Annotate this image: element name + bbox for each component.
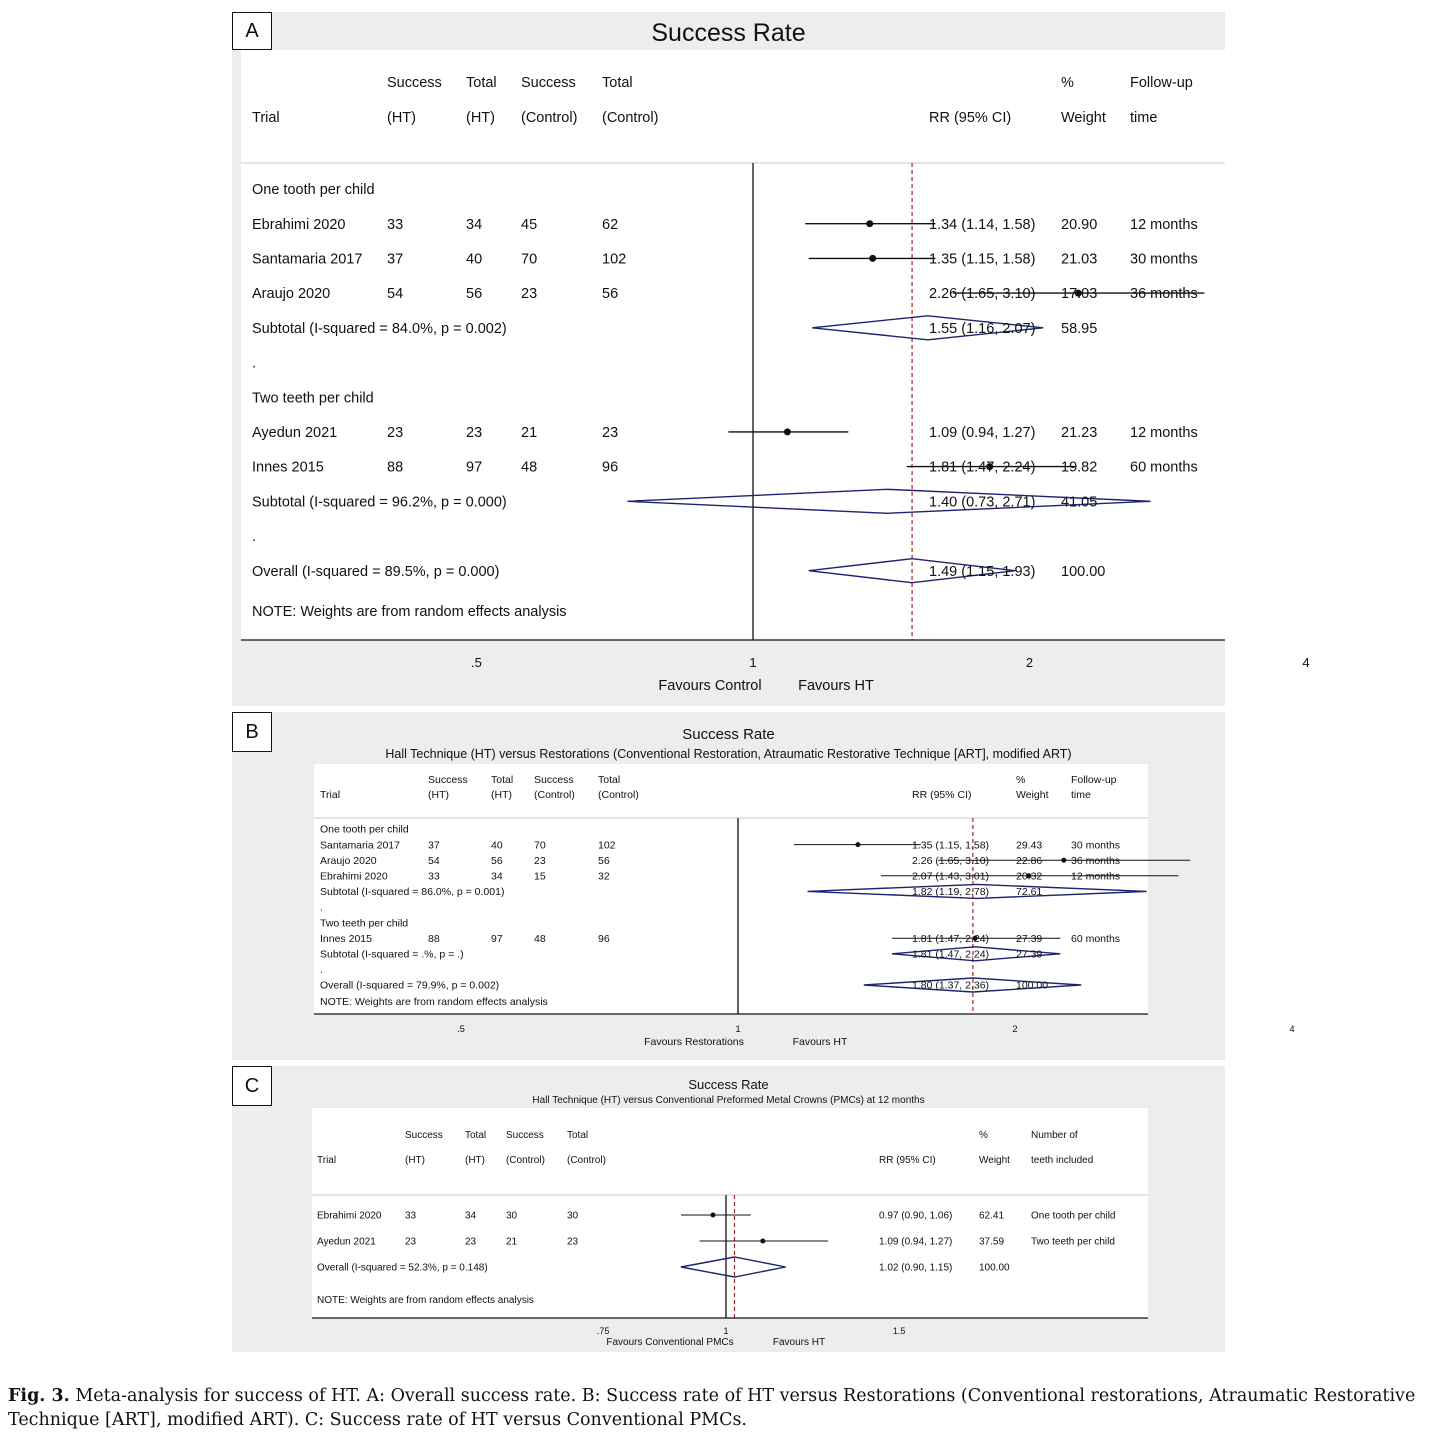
cell-weight: 22.86 <box>1016 854 1043 867</box>
cell-success-control: 21 <box>521 424 538 441</box>
header-success-ctrl-bottom: (Control) <box>521 110 578 126</box>
header-total-ctrl-top: Total <box>567 1130 589 1141</box>
header-extra-top: Follow-up <box>1130 75 1193 91</box>
header-rr-bottom: RR (95% CI) <box>879 1155 936 1166</box>
cell-success-control: 23 <box>534 854 546 867</box>
header-total-ht-top: Total <box>466 75 497 91</box>
cell-extra: 36 months <box>1071 854 1121 867</box>
favours-left-label: Favours Control <box>658 678 762 694</box>
cell-success-control: 21 <box>506 1236 518 1248</box>
favours-right-label: Favours HT <box>792 1036 848 1048</box>
header-success-ht-top: Success <box>387 75 442 91</box>
cell-rr-ci: 1.82 (1.19, 2.78) <box>912 886 990 899</box>
cell-success-ht: 54 <box>428 854 440 867</box>
study-label: Santamaria 2017 <box>252 251 363 268</box>
cell-success-ht: 33 <box>405 1210 417 1222</box>
cell-total-control: 30 <box>567 1210 579 1222</box>
cell-weight: 37.59 <box>979 1236 1005 1248</box>
x-tick-label: 2 <box>1025 655 1034 670</box>
cell-extra: One tooth per child <box>1031 1210 1116 1222</box>
cell-success-ht: 37 <box>387 251 404 268</box>
x-tick-label: 1.5 <box>892 1326 906 1336</box>
cell-weight: 100.00 <box>1016 979 1049 992</box>
subtotal-label: Subtotal (I-squared = 86.0%, p = 0.001) <box>320 886 505 899</box>
panel-c-label: C <box>232 1066 272 1106</box>
cell-rr-ci: 2.07 (1.43, 3.01) <box>912 870 990 883</box>
cell-total-ht: 97 <box>491 932 503 945</box>
group-label: One tooth per child <box>320 823 409 836</box>
x-tick-label: 1 <box>735 1024 741 1035</box>
point-estimate <box>760 1239 765 1244</box>
figure-caption-text: Meta-analysis for success of HT. A: Overall success rate. B: Success rate of HT versus Restorations (Conventional restorations, Atraumatic Restorative Technique [ART], modified ART). C: Success rate of HT versus Conventional PMCs. <box>8 1386 1416 1430</box>
x-tick-label: .5 <box>471 655 482 670</box>
panel-c-plot <box>232 1066 1225 1352</box>
header-total-ht-bottom: (HT) <box>491 789 512 801</box>
cell-total-ht: 34 <box>491 870 503 883</box>
header-weight-top: % <box>1061 75 1074 91</box>
study-label: Innes 2015 <box>320 932 372 945</box>
cell-weight: 41.05 <box>1061 494 1098 511</box>
cell-extra: 30 months <box>1130 251 1198 268</box>
point-estimate <box>710 1213 715 1218</box>
cell-total-control: 56 <box>602 286 619 303</box>
study-label: Innes 2015 <box>252 459 324 476</box>
cell-weight: 17.03 <box>1061 286 1098 303</box>
cell-extra: 12 months <box>1130 216 1198 233</box>
figure-caption <box>8 1384 1448 1432</box>
cell-rr-ci: 1.49 (1.15, 1.93) <box>929 563 1036 580</box>
panel-a <box>232 12 1310 706</box>
cell-success-control: 15 <box>534 870 546 883</box>
cell-extra: 36 months <box>1130 286 1198 303</box>
cell-success-ht: 37 <box>428 839 440 852</box>
cell-total-control: 96 <box>598 932 610 945</box>
panel-b <box>232 712 1295 1060</box>
overall-label: Overall (I-squared = 79.9%, p = 0.002) <box>320 979 500 992</box>
header-success-ht-bottom: (HT) <box>387 110 416 126</box>
weights-note: NOTE: Weights are from random effects analysis <box>317 1295 534 1306</box>
header-weight-top: % <box>979 1130 988 1141</box>
cell-success-ht: 33 <box>428 870 440 883</box>
cell-total-ht: 40 <box>466 251 483 268</box>
study-label: Ebrahimi 2020 <box>317 1210 382 1222</box>
cell-success-control: 48 <box>521 459 538 476</box>
overall-label: Overall (I-squared = 52.3%, p = 0.148) <box>317 1262 488 1274</box>
cell-rr-ci: 1.55 (1.16, 2.07) <box>929 320 1036 337</box>
weights-note: NOTE: Weights are from random effects analysis <box>320 996 548 1008</box>
point-estimate <box>869 255 876 262</box>
cell-total-ht: 40 <box>491 839 503 852</box>
cell-weight: 21.23 <box>1061 424 1098 441</box>
header-extra-bottom: time <box>1071 789 1091 801</box>
header-total-ctrl-top: Total <box>602 75 633 91</box>
cell-rr-ci: 1.81 (1.47, 2.24) <box>912 932 990 945</box>
subtotal-label: Subtotal (I-squared = 84.0%, p = 0.002) <box>252 320 507 337</box>
favours-right-label: Favours HT <box>772 1337 826 1348</box>
cell-weight: 29.43 <box>1016 839 1043 852</box>
header-rr-bottom: RR (95% CI) <box>912 789 972 801</box>
row-separator-dot: . <box>252 355 257 372</box>
panel-a-label: A <box>232 12 272 50</box>
cell-rr-ci: 1.34 (1.14, 1.58) <box>929 216 1036 233</box>
x-tick-label: 4 <box>1302 655 1310 670</box>
cell-rr-ci: 1.09 (0.94, 1.27) <box>879 1236 953 1248</box>
cell-rr-ci: 1.35 (1.15, 1.58) <box>929 251 1036 268</box>
cell-total-ht: 34 <box>466 216 483 233</box>
x-tick-label: 4 <box>1289 1024 1295 1035</box>
cell-rr-ci: 1.09 (0.94, 1.27) <box>929 424 1036 441</box>
cell-total-control: 23 <box>567 1236 579 1248</box>
header-extra-top: Follow-up <box>1071 774 1117 786</box>
header-trial-bottom: Trial <box>317 1155 337 1166</box>
cell-weight: 21.03 <box>1061 251 1098 268</box>
x-tick-label: 2 <box>1012 1024 1018 1035</box>
header-weight-bottom: Weight <box>1016 789 1049 801</box>
header-extra-bottom: time <box>1130 110 1158 126</box>
row-separator-dot: . <box>252 529 257 546</box>
cell-total-control: 102 <box>602 251 627 268</box>
group-label: Two teeth per child <box>320 917 409 930</box>
header-success-ht-top: Success <box>428 774 468 786</box>
cell-total-control: 96 <box>602 459 619 476</box>
header-trial-bottom: Trial <box>252 110 280 126</box>
cell-rr-ci: 1.81 (1.47, 2.24) <box>929 459 1036 476</box>
cell-success-ht: 23 <box>387 424 404 441</box>
cell-total-control: 62 <box>602 216 619 233</box>
study-label: Araujo 2020 <box>252 286 331 303</box>
favours-left-label: Favours Restorations <box>644 1036 744 1048</box>
cell-success-control: 23 <box>521 286 538 303</box>
cell-extra: 60 months <box>1130 459 1198 476</box>
overall-diamond <box>681 1257 786 1277</box>
cell-success-control: 70 <box>521 251 538 268</box>
header-success-ctrl-bottom: (Control) <box>534 789 575 801</box>
header-success-ctrl-top: Success <box>534 774 574 786</box>
cell-extra: Two teeth per child <box>1031 1236 1115 1248</box>
cell-total-ht: 56 <box>466 286 483 303</box>
header-total-ctrl-top: Total <box>598 774 621 786</box>
study-label: Araujo 2020 <box>320 854 377 867</box>
study-label: Santamaria 2017 <box>320 839 400 852</box>
cell-weight: 100.00 <box>1061 563 1106 580</box>
header-weight-top: % <box>1016 774 1026 786</box>
weights-note: NOTE: Weights are from random effects analysis <box>252 604 567 620</box>
header-extra-bottom: teeth included <box>1031 1155 1094 1166</box>
header-total-ctrl-bottom: (Control) <box>602 110 659 126</box>
cell-total-ht: 56 <box>491 854 503 867</box>
header-success-ctrl-bottom: (Control) <box>506 1155 545 1166</box>
cell-extra: 12 months <box>1071 870 1121 883</box>
cell-rr-ci: 1.35 (1.15, 1.58) <box>912 839 990 852</box>
cell-success-ht: 33 <box>387 216 404 233</box>
x-tick-label: 1 <box>723 1326 729 1336</box>
row-separator-dot: . <box>320 964 323 977</box>
panel-a-plot <box>232 12 1310 706</box>
header-total-ht-top: Total <box>491 774 514 786</box>
cell-weight: 72.61 <box>1016 886 1043 899</box>
cell-total-ht: 97 <box>466 459 483 476</box>
cell-total-control: 32 <box>598 870 610 883</box>
row-separator-dot: . <box>320 901 323 914</box>
cell-total-control: 56 <box>598 854 610 867</box>
cell-success-control: 30 <box>506 1210 518 1222</box>
cell-extra: 60 months <box>1071 932 1121 945</box>
panel-c <box>232 1066 1225 1352</box>
study-label: Ebrahimi 2020 <box>252 216 346 233</box>
point-estimate <box>855 842 860 847</box>
cell-success-ht: 88 <box>428 932 440 945</box>
overall-label: Overall (I-squared = 89.5%, p = 0.000) <box>252 563 500 580</box>
x-tick-label: 1 <box>749 655 757 670</box>
header-success-ctrl-top: Success <box>506 1130 544 1141</box>
header-extra-top: Number of <box>1031 1130 1078 1141</box>
cell-weight: 20.90 <box>1061 216 1098 233</box>
study-label: Ebrahimi 2020 <box>320 870 388 883</box>
cell-extra: 30 months <box>1071 839 1121 852</box>
cell-total-control: 23 <box>602 424 619 441</box>
header-weight-bottom: Weight <box>979 1155 1010 1166</box>
cell-success-control: 70 <box>534 839 546 852</box>
header-rr-bottom: RR (95% CI) <box>929 110 1012 126</box>
cell-success-ht: 54 <box>387 286 404 303</box>
x-tick-label: .5 <box>457 1024 465 1035</box>
header-weight-bottom: Weight <box>1061 110 1106 126</box>
cell-weight: 58.95 <box>1061 320 1098 337</box>
x-tick-label: .75 <box>596 1326 610 1336</box>
cell-rr-ci: 2.26 (1.65, 3.10) <box>929 286 1036 303</box>
favours-right-label: Favours HT <box>798 678 874 694</box>
panel-b-subtitle: Hall Technique (HT) versus Restorations (Conventional Restoration, Atraumatic Restorative Technique [ART], modified ART) <box>385 747 1072 761</box>
cell-success-ht: 88 <box>387 459 404 476</box>
figure-label: Fig. 3. <box>8 1386 70 1406</box>
panel-c-title: Success Rate <box>688 1077 769 1092</box>
panel-a-title: Success Rate <box>651 19 806 47</box>
cell-weight: 100.00 <box>979 1262 1010 1274</box>
cell-success-control: 48 <box>534 932 546 945</box>
panel-b-plot <box>232 712 1295 1060</box>
panel-b-title: Success Rate <box>682 726 775 743</box>
header-success-ht-top: Success <box>405 1130 443 1141</box>
header-total-ht-bottom: (HT) <box>465 1155 485 1166</box>
header-success-ctrl-top: Success <box>521 75 576 91</box>
cell-weight: 27.39 <box>1016 932 1043 945</box>
cell-rr-ci: 1.81 (1.47, 2.24) <box>912 948 990 961</box>
study-label: Ayedun 2021 <box>317 1236 376 1248</box>
cell-rr-ci: 1.02 (0.90, 1.15) <box>879 1262 953 1274</box>
header-total-ht-top: Total <box>465 1130 487 1141</box>
group-label: Two teeth per child <box>252 390 374 407</box>
cell-rr-ci: 0.97 (0.90, 1.06) <box>879 1210 953 1222</box>
cell-rr-ci: 1.80 (1.37, 2.36) <box>912 979 990 992</box>
header-trial-bottom: Trial <box>320 789 341 801</box>
cell-success-control: 45 <box>521 216 538 233</box>
panel-c-subtitle: Hall Technique (HT) versus Conventional Preformed Metal Crowns (PMCs) at 12 months <box>532 1095 925 1106</box>
study-label: Ayedun 2021 <box>252 424 338 441</box>
point-estimate <box>866 220 873 227</box>
header-success-ht-bottom: (HT) <box>428 789 449 801</box>
cell-weight: 62.41 <box>979 1210 1005 1222</box>
cell-weight: 20.32 <box>1016 870 1043 883</box>
cell-total-ht: 23 <box>465 1236 477 1248</box>
cell-total-ht: 34 <box>465 1210 477 1222</box>
cell-weight: 19.82 <box>1061 459 1098 476</box>
subtotal-label: Subtotal (I-squared = .%, p = .) <box>320 948 464 961</box>
cell-total-ht: 23 <box>466 424 483 441</box>
header-total-ctrl-bottom: (Control) <box>567 1155 606 1166</box>
cell-rr-ci: 1.40 (0.73, 2.71) <box>929 494 1036 511</box>
favours-left-label: Favours Conventional PMCs <box>606 1337 734 1348</box>
cell-weight: 27.39 <box>1016 948 1043 961</box>
header-success-ht-bottom: (HT) <box>405 1155 425 1166</box>
header-total-ctrl-bottom: (Control) <box>598 789 639 801</box>
group-label: One tooth per child <box>252 182 375 199</box>
cell-extra: 12 months <box>1130 424 1198 441</box>
panel-b-label: B <box>232 712 272 752</box>
cell-total-control: 102 <box>598 839 616 852</box>
cell-success-ht: 23 <box>405 1236 417 1248</box>
cell-rr-ci: 2.26 (1.65, 3.10) <box>912 854 990 867</box>
subtotal-label: Subtotal (I-squared = 96.2%, p = 0.000) <box>252 494 507 511</box>
point-estimate <box>1061 858 1066 863</box>
point-estimate <box>784 428 791 435</box>
header-total-ht-bottom: (HT) <box>466 110 495 126</box>
